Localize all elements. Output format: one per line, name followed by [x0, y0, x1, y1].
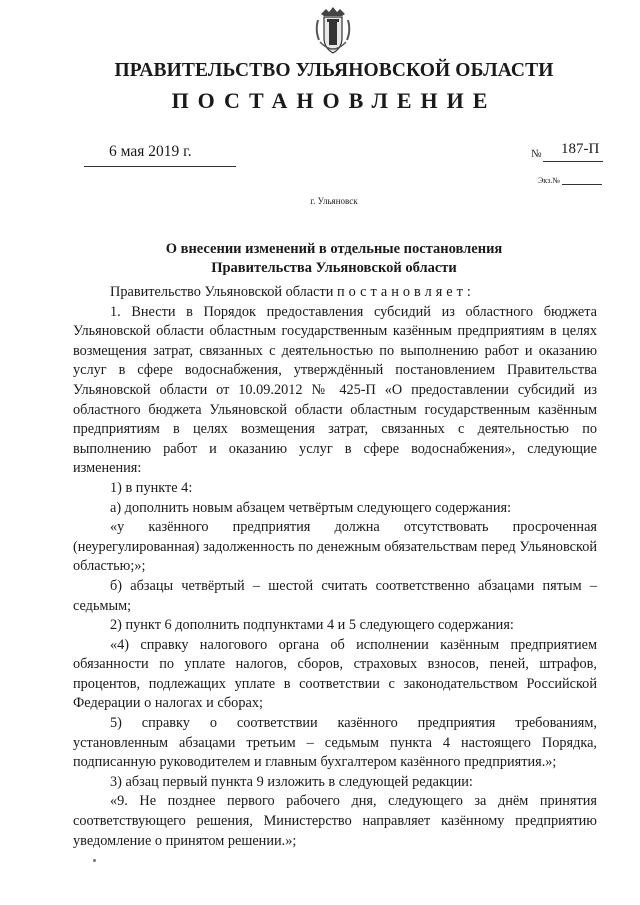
intro-paragraph [73, 283, 597, 303]
body-paragraph: 1. Внести в Порядок предоставления субсидий из областного бюджета Ульяновской области областным государственным казённым предприятиям в целях возмещения затрат, связанных с деятельностью по выполнению работ и оказанию услуг в сфере водоснабжения, утверждённый постановлением Правительства Ульяновской области от 10.09.2012 № 425-П «О предоставлении субсидий из областного бюджета Ульяновской области областным государственным казённым предприятиям в целях возмещения затрат, связанных с деятельностью по выполнению работ и оказанию услуг в сфере водоснабжения», следующие изменения: [73, 303, 597, 477]
coat-of-arms-icon [315, 6, 351, 56]
body-paragraph: 5) справку о соответствии казённого предприятия требованиям, установленным абзацами третьим – седьмым пункта 4 настоящего Порядка, подписанную руководителем и главным бухгалтером казённого предприятия.»; [73, 715, 597, 771]
date-underline [84, 166, 236, 167]
document-date: 6 мая 2019 г. [109, 143, 192, 160]
government-title: ПРАВИТЕЛЬСТВО УЛЬЯНОВСКОЙ ОБЛАСТИ [114, 60, 554, 81]
body-paragraph: «4) справку налогового органа об исполнении казённым предприятием обязанности по уплате налогов, сборов, страховых взносов, пеней, штрафов, процентов, подлежащих уплате в соответствии с законодательством Российской Федерации о налогах и сборах; [73, 636, 597, 712]
city-label: г. Ульяновск [310, 196, 358, 206]
number-underline [543, 161, 603, 162]
number-sign: № [531, 148, 542, 160]
copy-number-underline [562, 184, 602, 185]
body-paragraph: «9. Не позднее первого рабочего дня, следующего за днём принятия соответствующего решения, Министерство направляет казённому предприятию уведомление о принятом решении.»; [73, 793, 597, 849]
subject-line-2: Правительства Ульяновской области [211, 260, 457, 276]
document-type-heading: ПОСТАНОВЛЕНИЕ [171, 88, 497, 113]
body-paragraph: 2) пункт 6 дополнить подпунктами 4 и 5 следующего содержания: [110, 617, 514, 634]
intro-prefix: Правительство Ульяновской области [110, 284, 334, 300]
document-body [73, 278, 597, 851]
subject-line-1: О внесении изменений в отдельные постановления [165, 241, 503, 257]
body-paragraph: а) дополнить новым абзацем четвёртым следующего содержания: [110, 499, 512, 516]
scan-mark [93, 859, 96, 862]
body-paragraph: 1) в пункте 4: [110, 479, 193, 496]
copy-number-label: Экз.№ [538, 176, 560, 185]
document-number: 187-П [561, 141, 600, 157]
intro-verb: постановляет: [336, 284, 475, 300]
body-paragraph: «у казённого предприятия должна отсутствовать просроченная (неурегулированная) задолженность по денежным обязательствам перед Ульяновской областью;»; [73, 519, 597, 575]
body-paragraph: б) абзацы четвёртый – шестой считать соответственно абзацами пятым – седьмым; [73, 577, 597, 614]
document-subject [120, 240, 548, 278]
body-paragraph: 3) абзац первый пункта 9 изложить в следующей редакции: [110, 773, 473, 790]
